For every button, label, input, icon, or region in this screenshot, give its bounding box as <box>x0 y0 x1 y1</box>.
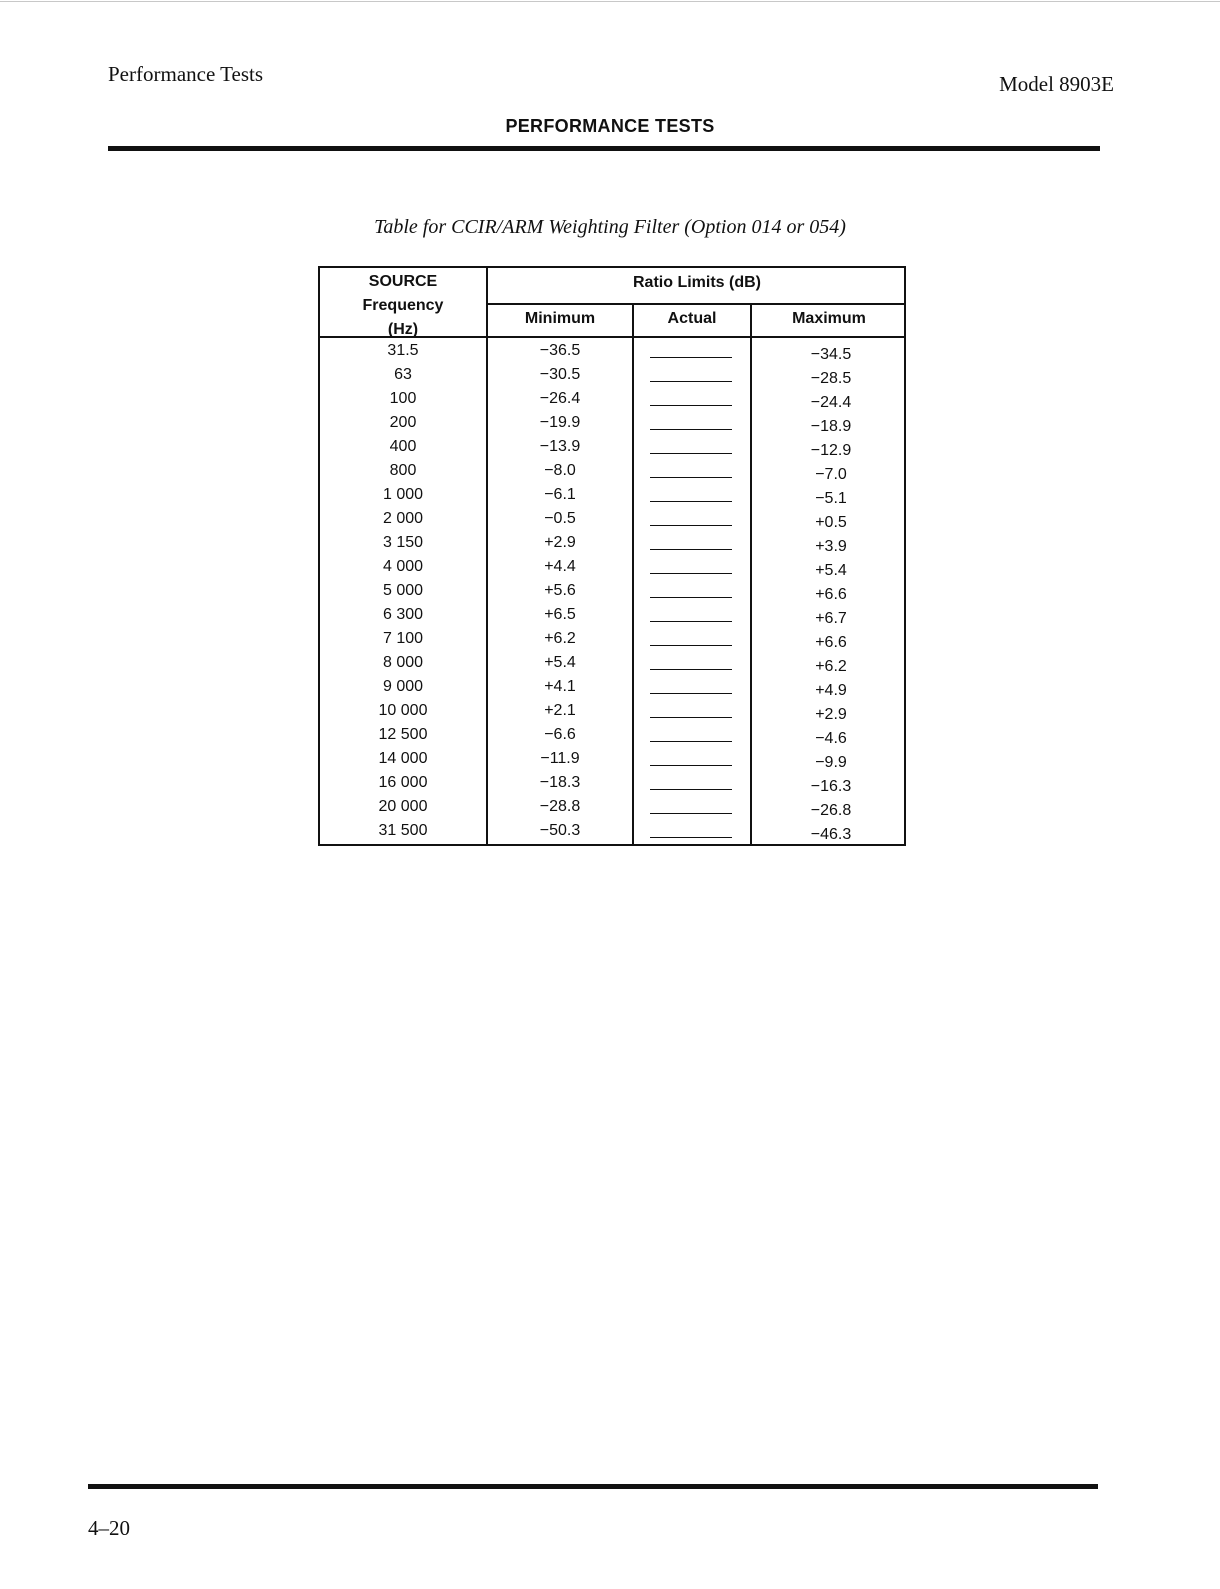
frequency-cell: 12 500 <box>378 726 428 743</box>
source-header-line3: (Hz) <box>387 321 419 338</box>
section-title: PERFORMANCE TESTS <box>505 116 715 136</box>
frequency-cell: 9 000 <box>382 678 424 695</box>
table-row <box>320 796 904 820</box>
minimum-cell: +6.5 <box>544 606 576 623</box>
source-frequency-header <box>320 270 486 342</box>
minimum-cell: −6.1 <box>544 486 576 503</box>
minimum-cell: −36.5 <box>539 342 581 359</box>
table-row <box>320 748 904 772</box>
minimum-cell: −19.9 <box>539 414 581 431</box>
maximum-cell: −12.9 <box>810 442 852 459</box>
maximum-cell: −24.4 <box>810 394 852 411</box>
table-row <box>320 628 904 652</box>
table-row <box>320 820 904 844</box>
footer-rule <box>88 1484 1098 1489</box>
actual-entry-blank <box>650 597 732 598</box>
frequency-cell: 20 000 <box>378 798 428 815</box>
minimum-cell: +4.1 <box>544 678 576 695</box>
maximum-cell: −5.1 <box>815 490 847 507</box>
actual-entry-blank <box>650 645 732 646</box>
table-row <box>320 436 904 460</box>
frequency-cell: 200 <box>389 414 417 431</box>
actual-entry-blank <box>650 621 732 622</box>
actual-entry-blank <box>650 789 732 790</box>
table-row <box>320 676 904 700</box>
minimum-cell: −0.5 <box>544 510 576 527</box>
minimum-cell: −8.0 <box>544 462 576 479</box>
table-row <box>320 460 904 484</box>
actual-entry-blank <box>650 477 732 478</box>
frequency-cell: 4 000 <box>382 558 424 575</box>
maximum-cell: +3.9 <box>815 538 847 555</box>
actual-entry-blank <box>650 573 732 574</box>
maximum-cell: −4.6 <box>815 730 847 747</box>
frequency-cell: 5 000 <box>382 582 424 599</box>
table-row <box>320 652 904 676</box>
minimum-cell: −11.9 <box>540 750 580 767</box>
table-row <box>320 484 904 508</box>
ratio-limits-header: Ratio Limits (dB) <box>633 274 761 291</box>
maximum-cell: +6.6 <box>815 634 847 651</box>
table-row <box>320 340 904 364</box>
actual-entry-blank <box>650 429 732 430</box>
minimum-cell: +6.2 <box>544 630 576 647</box>
actual-entry-blank <box>650 357 732 358</box>
frequency-cell: 31.5 <box>387 342 419 359</box>
frequency-cell: 2 000 <box>382 510 424 527</box>
frequency-cell: 800 <box>389 462 417 479</box>
actual-entry-blank <box>650 741 732 742</box>
table-row <box>320 532 904 556</box>
top-border-line <box>0 1 1220 2</box>
maximum-cell: +2.9 <box>815 706 847 723</box>
maximum-cell: −18.9 <box>810 418 852 435</box>
frequency-cell: 63 <box>394 366 412 383</box>
actual-entry-blank <box>650 837 732 838</box>
actual-entry-blank <box>650 717 732 718</box>
frequency-cell: 16 000 <box>378 774 428 791</box>
maximum-cell: −9.9 <box>815 754 847 771</box>
maximum-cell: −46.3 <box>810 826 852 843</box>
table-row <box>320 412 904 436</box>
maximum-cell: −7.0 <box>815 466 847 483</box>
table-row <box>320 580 904 604</box>
minimum-cell: −26.4 <box>539 390 581 407</box>
maximum-cell: −16.3 <box>810 778 852 795</box>
actual-entry-blank <box>650 693 732 694</box>
minimum-cell: −28.8 <box>539 798 581 815</box>
actual-entry-blank <box>650 669 732 670</box>
actual-entry-blank <box>650 501 732 502</box>
actual-entry-blank <box>650 813 732 814</box>
actual-entry-blank <box>650 405 732 406</box>
source-header-line2: Frequency <box>362 297 444 314</box>
table-row <box>320 772 904 796</box>
frequency-cell: 14 000 <box>378 750 428 767</box>
actual-entry-blank <box>650 549 732 550</box>
maximum-cell: +6.6 <box>815 586 847 603</box>
source-header-line1: SOURCE <box>368 273 438 290</box>
frequency-cell: 31 500 <box>378 822 428 839</box>
actual-entry-blank <box>650 525 732 526</box>
minimum-cell: −13.9 <box>539 438 581 455</box>
running-header-right: Model 8903E <box>999 72 1114 96</box>
table-row <box>320 700 904 724</box>
frequency-cell: 8 000 <box>382 654 424 671</box>
frequency-cell: 400 <box>389 438 417 455</box>
maximum-cell: +6.7 <box>815 610 847 627</box>
table-row <box>320 388 904 412</box>
minimum-cell: −50.3 <box>539 822 581 839</box>
weighting-filter-table <box>318 266 906 846</box>
minimum-cell: +4.4 <box>544 558 576 575</box>
table-body <box>320 340 904 844</box>
table-row <box>320 604 904 628</box>
minimum-cell: +5.4 <box>544 654 576 671</box>
table-caption: Table for CCIR/ARM Weighting Filter (Option 014 or 054) <box>374 216 846 238</box>
table-row <box>320 724 904 748</box>
maximum-cell: +0.5 <box>815 514 847 531</box>
actual-header: Actual <box>667 310 717 327</box>
maximum-cell: −28.5 <box>810 370 852 387</box>
running-header-left: Performance Tests <box>108 62 264 86</box>
frequency-cell: 6 300 <box>382 606 424 623</box>
minimum-cell: −18.3 <box>539 774 581 791</box>
actual-entry-blank <box>650 381 732 382</box>
minimum-cell: +5.6 <box>544 582 576 599</box>
table-row <box>320 556 904 580</box>
frequency-cell: 3 150 <box>382 534 424 551</box>
frequency-cell: 1 000 <box>382 486 424 503</box>
minimum-cell: +2.9 <box>544 534 576 551</box>
frequency-cell: 100 <box>389 390 417 407</box>
ratio-header-divider <box>486 303 904 305</box>
minimum-cell: +2.1 <box>544 702 576 719</box>
minimum-cell: −6.6 <box>544 726 576 743</box>
minimum-header: Minimum <box>524 310 596 327</box>
maximum-cell: +6.2 <box>815 658 847 675</box>
frequency-cell: 10 000 <box>378 702 428 719</box>
maximum-cell: +5.4 <box>815 562 847 579</box>
maximum-cell: −26.8 <box>810 802 852 819</box>
frequency-cell: 7 100 <box>382 630 424 647</box>
actual-entry-blank <box>650 453 732 454</box>
header-rule <box>108 146 1100 151</box>
table-row <box>320 364 904 388</box>
maximum-cell: −34.5 <box>810 346 852 363</box>
page-number: 4–20 <box>88 1516 130 1540</box>
actual-entry-blank <box>650 765 732 766</box>
table-row <box>320 508 904 532</box>
maximum-header: Maximum <box>792 310 866 327</box>
minimum-cell: −30.5 <box>539 366 581 383</box>
maximum-cell: +4.9 <box>815 682 847 699</box>
